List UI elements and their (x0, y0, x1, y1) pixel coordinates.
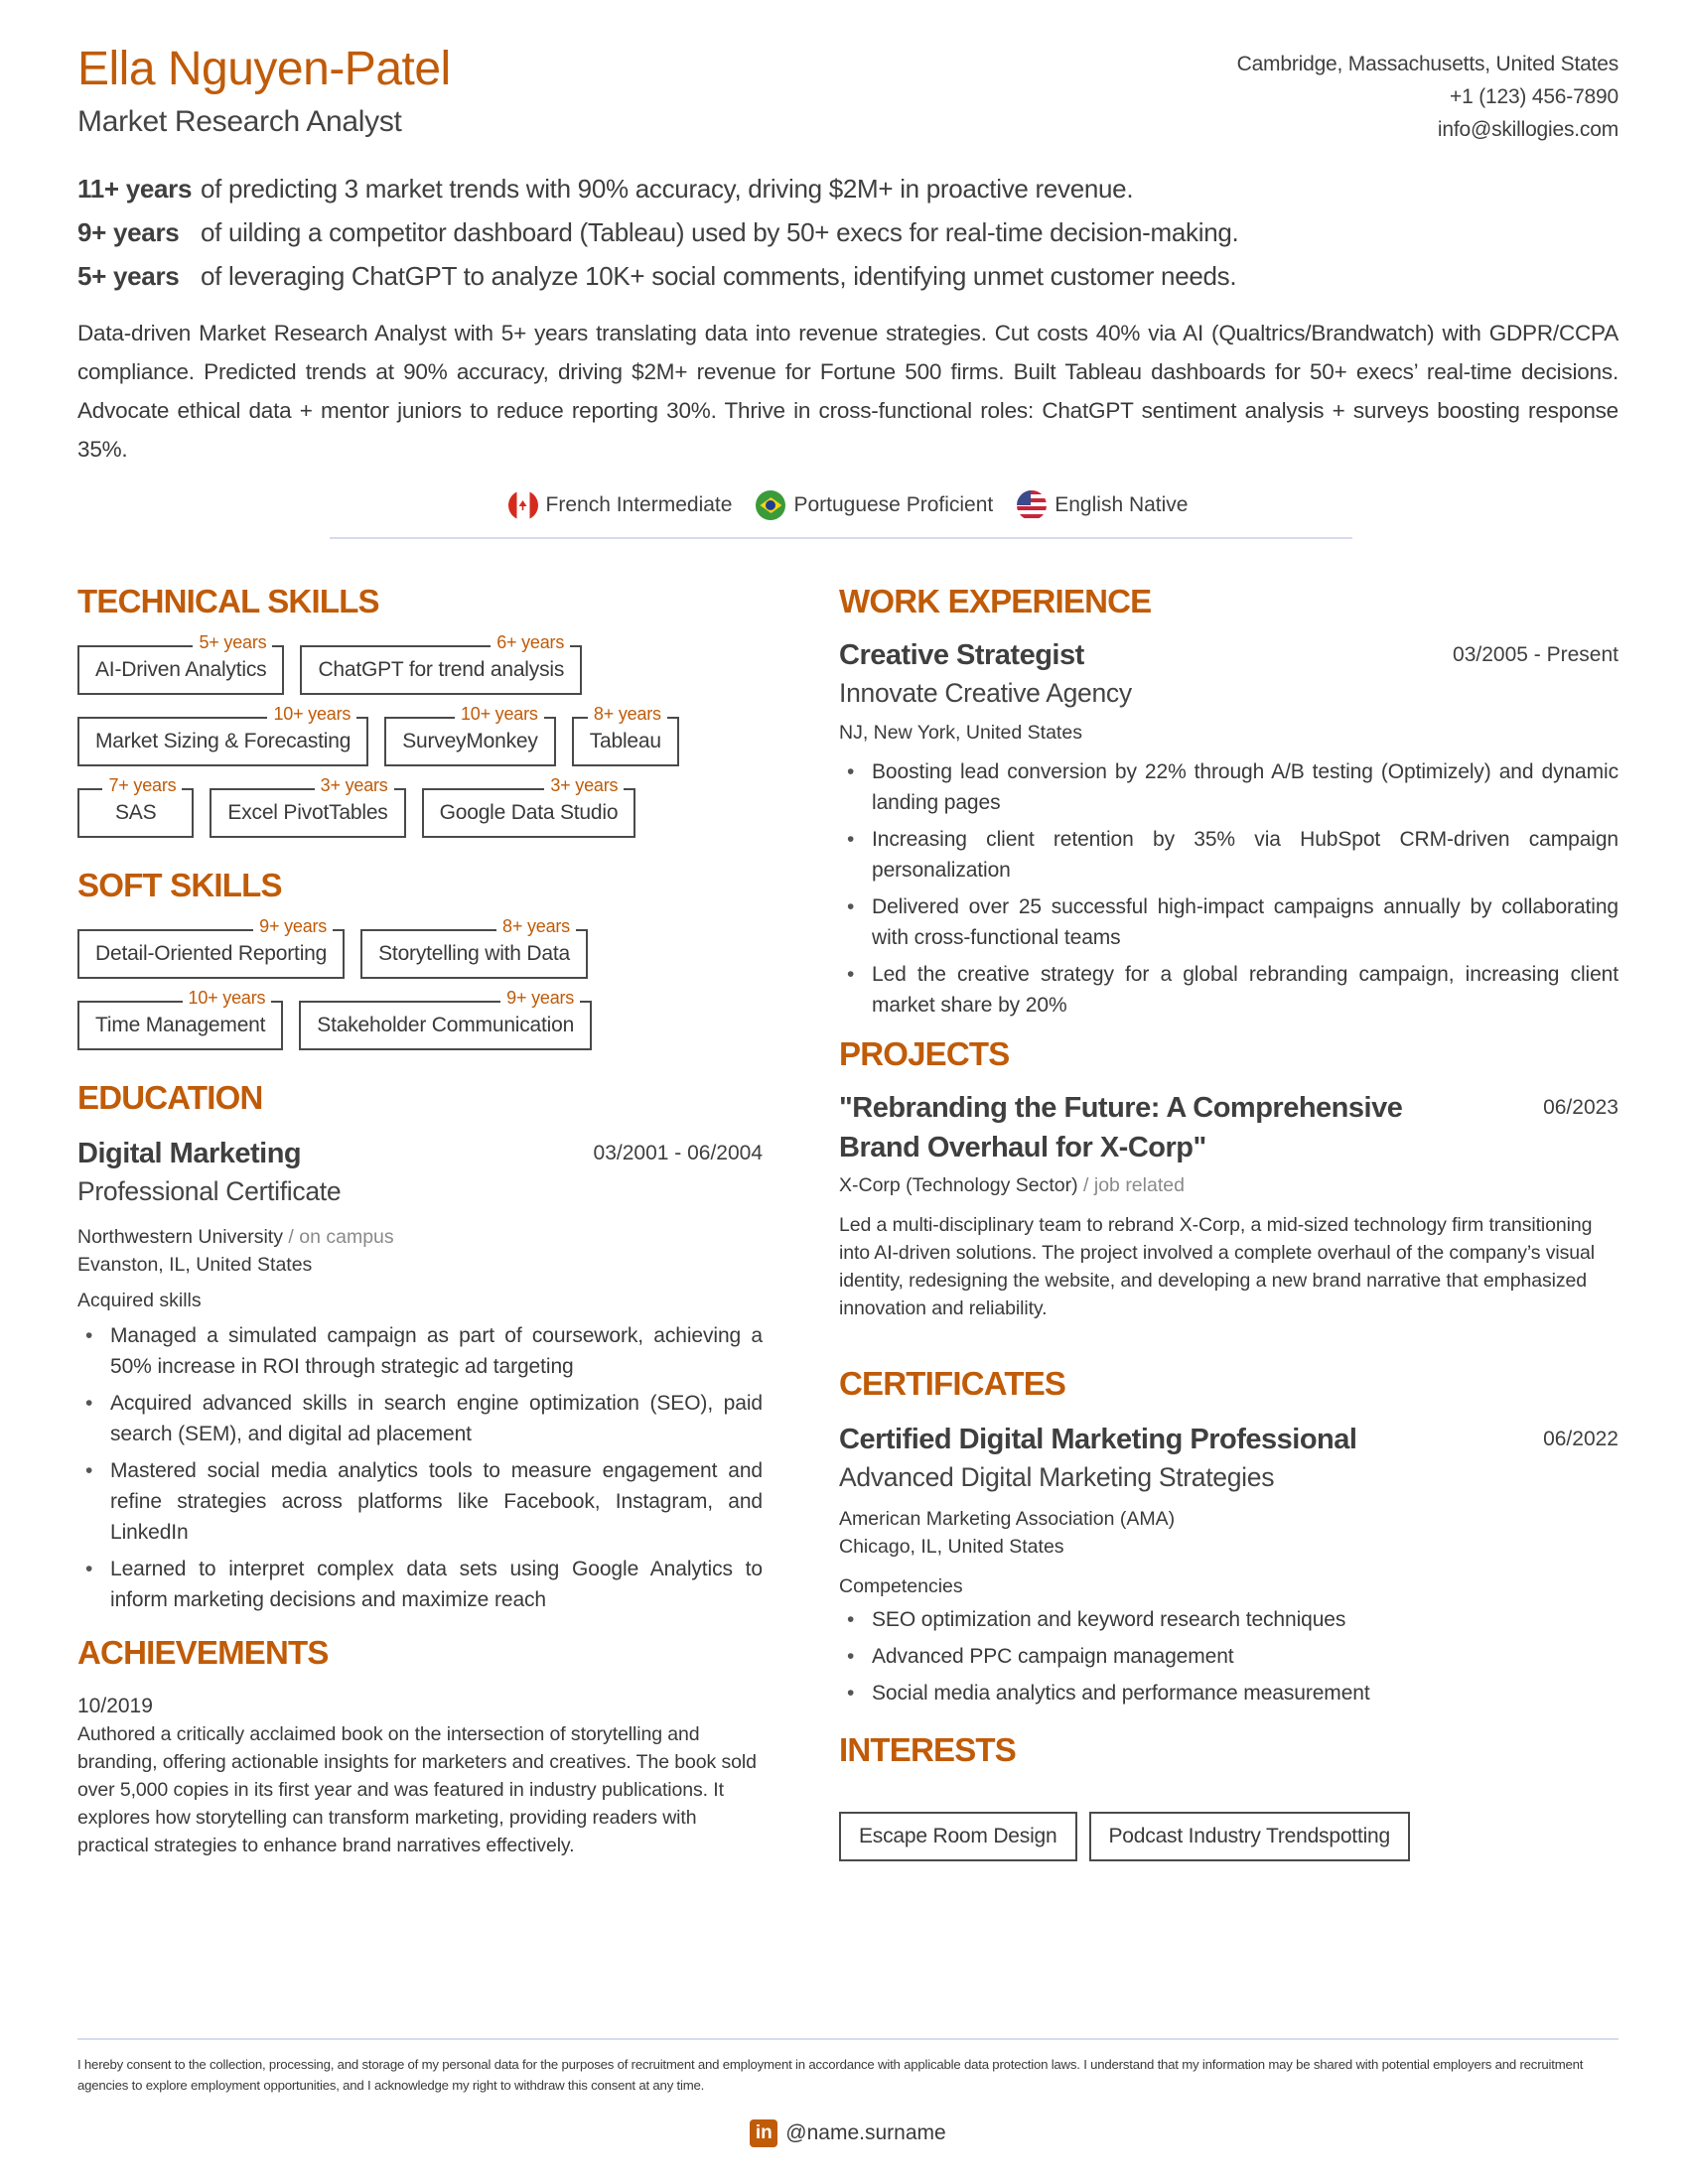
program-name: Professional Certificate (77, 1176, 342, 1206)
contact-block (1237, 48, 1618, 146)
acquired-skills-label: Acquired skills (77, 1290, 202, 1311)
project-header (839, 1088, 1618, 1167)
achievement-date: 10/2019 (77, 1695, 153, 1717)
candidate-role: Market Research Analyst (77, 105, 402, 138)
bullet-item: • Delivered over 25 successful high-impact campaigns annually by collaborating with cross-functional teams (839, 891, 1618, 953)
language-label: Portuguese Proficient (793, 493, 994, 516)
education-section (77, 1078, 763, 1615)
contact-location: Cambridge, Massachusetts, United States (1236, 53, 1618, 75)
certificates-section (839, 1364, 1618, 1708)
soft-skills-section (77, 866, 763, 1050)
project-name: "Rebranding the Future: A Comprehensive Brand Overhaul for X-Corp" (839, 1092, 1403, 1163)
bullet-item: • Managed a simulated campaign as part of coursework, achieving a 50% increase in ROI through strategic ad targeting (77, 1320, 763, 1382)
skill-tag (77, 704, 368, 766)
work-entry (839, 635, 1618, 1021)
skill-tag (360, 916, 588, 979)
profile-summary: Data-driven Market Research Analyst with 5+ years translating data into revenue strategies. Cut costs 40% via AI (Qualtrics/Brandwatch) with GDPR/CCPA compliance. Predicted trends at 90% accuracy, driving $2M+ revenue for Fortune 500 firms. Built Tableau dashboards for 50+ execs’ real-time decisions. Advocate ethical data + mentor juniors to reduce reporting 30%. Thrive in cross-functional roles: ChatGPT sentiment analysis + surveys boosting response 35%. (77, 321, 1618, 462)
certificate-entry (839, 1420, 1618, 1708)
work-bullets (839, 756, 1618, 1021)
languages-row (77, 490, 1618, 520)
highlight-text: of uilding a competitor dashboard (Tableau) used by 50+ execs for real-time decision-making. (201, 217, 1239, 247)
bullet-item: • Advanced PPC campaign management (839, 1641, 1618, 1672)
skill-name: Excel PivotTables (227, 801, 388, 824)
skill-tag (300, 632, 582, 695)
skill-years: 10+ years (267, 703, 356, 725)
skill-years: 9+ years (500, 987, 580, 1009)
section-title: TECHNICAL SKILLS (77, 583, 379, 619)
certificate-name: Certified Digital Marketing Professional (839, 1424, 1357, 1455)
education-entry (77, 1134, 763, 1615)
skill-tag (77, 916, 345, 979)
resume-header (77, 42, 1618, 151)
consent-text: I hereby consent to the collection, processing, and storage of my personal data for the purposes of recruitment and employment in accordance with applicable data protection laws. I understand that my information may be shared with potential employers and recruitment agencies to explore employment opportunities, and I acknowledge my right to withdraw this consent at any time. (77, 2057, 1584, 2093)
skill-name: SAS (115, 801, 157, 824)
skill-years: 10+ years (455, 703, 544, 725)
language-item (756, 490, 993, 520)
bullet-item: • Boosting lead conversion by 22% through A/B testing (Optimizely) and dynamic landing pages (839, 756, 1618, 818)
section-title: EDUCATION (77, 1079, 263, 1116)
language-label: English Native (1055, 493, 1189, 516)
highlight-text: of predicting 3 market trends with 90% accuracy, driving $2M+ in proactive revenue. (201, 174, 1134, 204)
section-title: INTERESTS (839, 1731, 1016, 1768)
education-bullets (77, 1320, 763, 1615)
bullet-item: • Led the creative strategy for a global rebranding campaign, increasing client market share by 20% (839, 959, 1618, 1021)
work-experience-section (839, 582, 1618, 1021)
company-name: Innovate Creative Agency (839, 678, 1132, 708)
certificate-header (839, 1420, 1618, 1459)
language-item (1017, 490, 1188, 520)
social-link[interactable] (77, 2119, 1618, 2147)
section-title: WORK EXPERIENCE (839, 583, 1152, 619)
achievements-section (77, 1633, 763, 1859)
projects-section (839, 1034, 1618, 1322)
certificate-location: Chicago, IL, United States (839, 1536, 1064, 1558)
highlight-item (77, 210, 1618, 254)
certificate-bullets (839, 1604, 1618, 1708)
technical-skill-tags (77, 632, 763, 838)
skill-tag (210, 775, 405, 838)
skill-tag (77, 632, 284, 695)
skill-years: 8+ years (496, 915, 576, 937)
education-dates: 03/2001 - 06/2004 (593, 1142, 763, 1164)
separator: / (1083, 1174, 1089, 1196)
highlight-years: 9+ years (77, 217, 180, 247)
skill-tag (422, 775, 636, 838)
skill-name: Market Sizing & Forecasting (95, 730, 352, 752)
right-column (839, 582, 1618, 1861)
brazil-flag-icon (756, 490, 785, 520)
skill-name: SurveyMonkey (402, 730, 538, 752)
skill-years: 6+ years (491, 631, 570, 653)
interest-tags (839, 1812, 1618, 1861)
highlight-years: 5+ years (77, 261, 180, 291)
skill-tag (77, 775, 194, 838)
section-title: CERTIFICATES (839, 1365, 1066, 1402)
skill-name: ChatGPT for trend analysis (318, 658, 565, 681)
bullet-item: • SEO optimization and keyword research techniques (839, 1604, 1618, 1635)
soft-skill-tags (77, 916, 763, 1050)
skill-tag (299, 988, 592, 1050)
linkedin-handle[interactable]: @name.surname (785, 2121, 946, 2144)
skill-tag (384, 704, 556, 766)
skill-years: 10+ years (183, 987, 272, 1009)
highlight-item (77, 254, 1618, 298)
project-org: X-Corp (Technology Sector) (839, 1174, 1078, 1196)
section-title: PROJECTS (839, 1035, 1010, 1072)
interest-tag: Escape Room Design (839, 1812, 1077, 1861)
job-dates: 03/2005 - Present (1453, 643, 1618, 666)
skill-years: 8+ years (588, 703, 667, 725)
certificate-date: 06/2022 (1543, 1428, 1618, 1450)
skill-tag (77, 988, 283, 1050)
candidate-name: Ella Nguyen-Patel (77, 43, 451, 95)
skill-years: 5+ years (193, 631, 272, 653)
degree-title: Digital Marketing (77, 1138, 302, 1169)
skill-years: 3+ years (544, 774, 624, 796)
skill-name: Storytelling with Data (378, 942, 570, 965)
skill-years: 7+ years (102, 774, 182, 796)
interest-tag: Podcast Industry Trendspotting (1089, 1812, 1411, 1861)
bullet-item: • Increasing client retention by 35% via HubSpot CRM-driven campaign personalization (839, 824, 1618, 886)
bullet-item: • Social media analytics and performance measurement (839, 1678, 1618, 1708)
separator: / (288, 1226, 294, 1248)
skill-name: AI-Driven Analytics (95, 658, 267, 681)
bullet-item: • Learned to interpret complex data sets using Google Analytics to inform marketing decisions and maximize reach (77, 1554, 763, 1615)
project-type: job related (1093, 1174, 1185, 1196)
contact-email[interactable]: info@skillogies.com (1437, 118, 1618, 141)
project-description: Led a multi-disciplinary team to rebrand X-Corp, a mid-sized technology firm transitioning into AI-driven solutions. The project involved a complete overhaul of the company’s visual identity, redesigning the website, and developing a new brand narrative that emphasized innovation and reliability. (839, 1214, 1595, 1319)
skill-years: 3+ years (315, 774, 394, 796)
highlight-text: of leveraging ChatGPT to analyze 10K+ social comments, identifying unmet customer needs. (201, 261, 1237, 291)
language-label: French Intermediate (545, 493, 733, 516)
skill-years: 9+ years (253, 915, 333, 937)
usa-flag-icon (1017, 490, 1047, 520)
technical-skills-section (77, 582, 763, 838)
school-line (77, 1223, 763, 1251)
project-date: 06/2023 (1543, 1096, 1618, 1119)
project-org-line (839, 1171, 1618, 1199)
study-mode: on campus (299, 1226, 394, 1248)
highlight-item (77, 167, 1618, 210)
contact-phone[interactable]: +1 (123) 456-7890 (1450, 85, 1618, 108)
achievement-text: Authored a critically acclaimed book on the intersection of storytelling and branding, offering actionable insights for marketers and creatives. The book sold over 5,000 copies in its first year and was featured in industry publications. It explores how storytelling can transform marketing, providing readers with practical strategies to enhance brand narratives effectively. (77, 1723, 757, 1856)
skill-name: Stakeholder Communication (317, 1014, 575, 1036)
header-divider (330, 537, 1352, 539)
interests-section (839, 1730, 1618, 1861)
section-title: SOFT SKILLS (77, 867, 282, 903)
school-name: Northwestern University (77, 1226, 283, 1248)
language-item (508, 490, 733, 520)
certificate-program: Advanced Digital Marketing Strategies (839, 1462, 1275, 1492)
project-entry (839, 1088, 1618, 1322)
skill-tag (572, 704, 679, 766)
job-title: Creative Strategist (839, 639, 1084, 671)
school-location: Evanston, IL, United States (77, 1254, 313, 1276)
bullet-item: • Mastered social media analytics tools to measure engagement and refine strategies across platforms like Facebook, Instagram, and LinkedIn (77, 1455, 763, 1548)
education-header (77, 1134, 763, 1173)
work-header (839, 635, 1618, 675)
left-column (77, 582, 763, 1859)
highlight-years: 11+ years (77, 174, 193, 204)
linkedin-icon[interactable]: in (750, 2119, 777, 2147)
certificate-issuer: American Marketing Association (AMA) (839, 1508, 1176, 1530)
skill-name: Detail-Oriented Reporting (95, 942, 328, 965)
skill-name: Tableau (589, 730, 661, 752)
skill-name: Time Management (95, 1014, 266, 1036)
section-title: ACHIEVEMENTS (77, 1634, 329, 1671)
skill-name: Google Data Studio (439, 801, 619, 824)
resume-page (77, 0, 1618, 2184)
highlights-list (77, 167, 1618, 298)
competencies-label: Competencies (839, 1575, 963, 1597)
footer-divider (77, 2038, 1618, 2040)
job-location: NJ, New York, United States (839, 722, 1082, 744)
canada-flag-icon (508, 490, 538, 520)
bullet-item: • Acquired advanced skills in search engine optimization (SEO), paid search (SEM), and digital ad placement (77, 1388, 763, 1449)
